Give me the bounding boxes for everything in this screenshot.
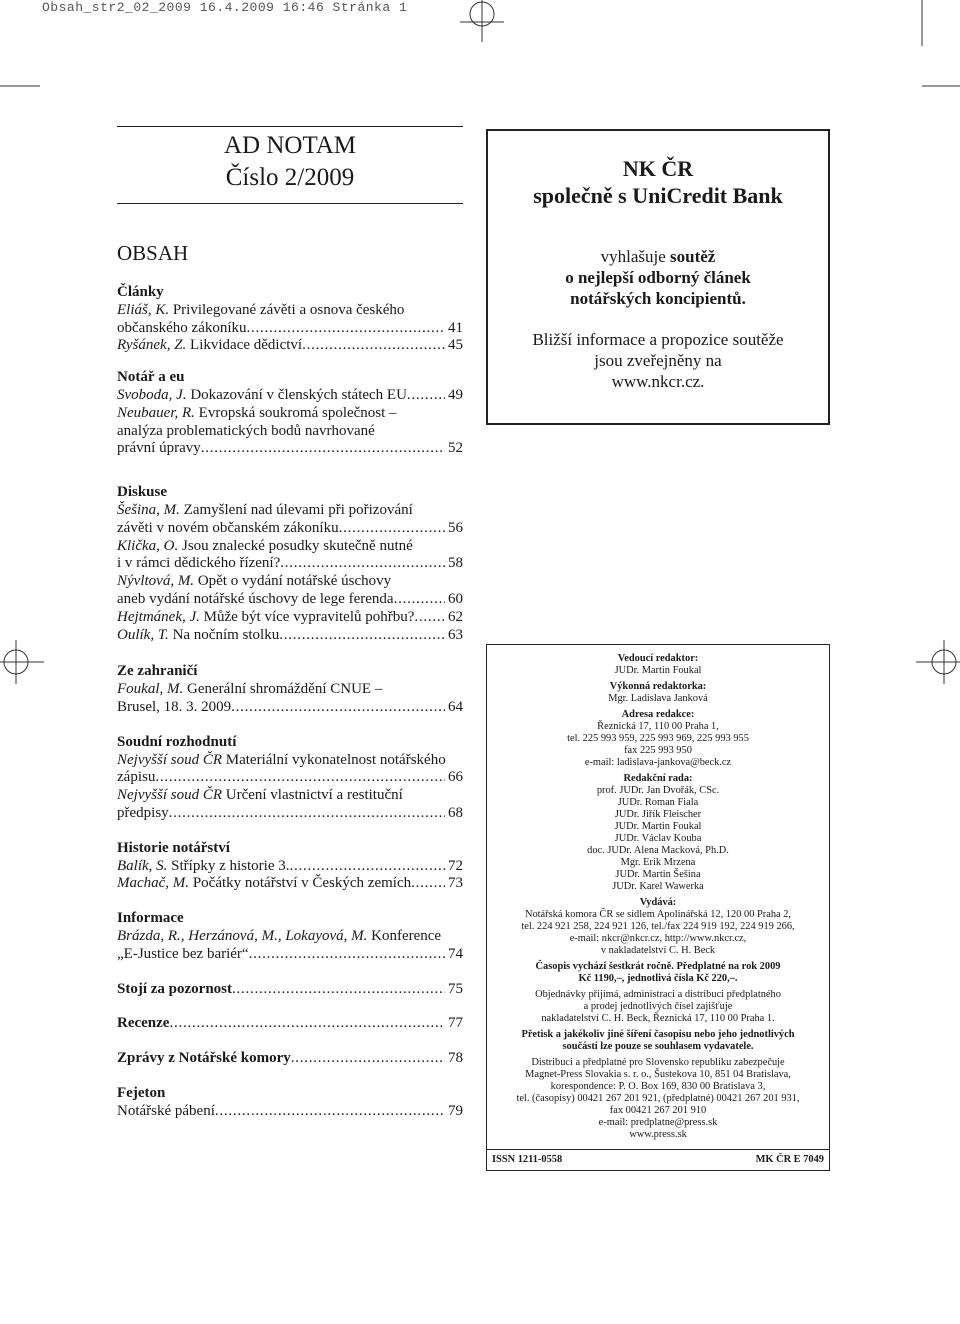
mk-registration: MK ČR E 7049 [755, 1154, 824, 1165]
page-header: Obsah_str2_02_2009 16.4.2009 16:46 Stránka 1 [42, 0, 408, 15]
crop-mark-left [0, 640, 44, 684]
crop-mark-top [460, 0, 504, 44]
toc-entry: Hejtmánek, J. Může být více vypravitelů pohřbu? . . . 62 [117, 609, 463, 627]
contents-heading: OBSAH [117, 241, 189, 265]
page-number: 58 [448, 555, 463, 572]
page-number: 41 [448, 319, 463, 336]
toc-entry: Zprávy z Notářské komory . . . 78 [117, 1050, 463, 1068]
toc-entry: Neubauer, R. Evropská soukromá společnost – [117, 404, 397, 421]
toc-entry-cont: občanského zákoníku . . . 41 [117, 320, 463, 338]
toc-entry: Nývltová, M. Opět o vydání notářské úschovy [117, 573, 392, 590]
page-number: 60 [448, 590, 463, 607]
section-heading: Diskuse [117, 484, 168, 501]
contest-box [486, 129, 830, 425]
page-number: 63 [448, 626, 463, 643]
title-rule-top [117, 126, 463, 127]
editorial-board: prof. JUDr. Jan Dvořák, CSc. JUDr. Roman Fiala JUDr. Jiřík Fleischer JUDr. Martin Foukal JUDr. Václav Kouba doc. JUDr. Alena Macková, Ph.D. Mgr. Erik Mrzena JUDr. Martin Šešina JUDr. Karel Wawerka [587, 785, 729, 892]
toc-entry: Machač, M. Počátky notářství v Českých zemích . . . 73 [117, 875, 463, 893]
crop-mark-corner-tr [916, 0, 960, 90]
toc-entry-cont: závěti v novém občanském zákoníku . . . 56 [117, 520, 463, 538]
title-line-1: AD NOTAM [223, 132, 357, 159]
page-number: 66 [448, 769, 463, 786]
section-heading: Fejeton [117, 1084, 166, 1101]
page-number: 49 [448, 386, 463, 403]
section-heading: Notář a eu [117, 369, 185, 386]
issn: ISSN 1211-0558 [492, 1154, 563, 1165]
section-heading: Informace [117, 910, 184, 927]
toc-entry-cont: zápisu . . . 66 [117, 769, 463, 787]
toc-entry: Notářské pábení . . . 79 [117, 1103, 463, 1121]
page-number: 52 [448, 440, 463, 457]
page-number: 56 [448, 519, 463, 536]
toc-entry-cont: analýza problematických bodů navrhované [117, 422, 375, 439]
section-heading: Ze zahraničí [117, 663, 198, 680]
title-line-2: Číslo 2/2009 [225, 164, 355, 191]
page-number: 77 [448, 1015, 463, 1032]
toc-entry: Klička, O. Jsou znalecké posudky skutečně nutné [117, 537, 413, 554]
toc-entry: Balík, S. Střípky z historie 3. . . . 72 [117, 858, 463, 876]
toc-entry: Oulík, T. Na nočním stolku . . . 63 [117, 627, 463, 645]
toc-entry-cont: právní úpravy . . . 52 [117, 440, 463, 458]
impressum-box: Vedoucí redaktor: JUDr. Martin Foukal Výkonná redaktorka: Mgr. Ladislava Janková Adresa redakce: Řeznická 17, 110 00 Praha 1, tel. 225 993 959, 225 993 969, 225 993 955 fax 225 993 950 e-mail: ladislava-jankova@beck.cz Redakční rada: prof. JUDr. Jan Dvořák, CSc. JUDr. Roman Fiala JUDr. Jiřík Fleischer JUDr. Martin Foukal JUDr. Václav Kouba doc. JUDr. Alena Macková, Ph.D. Mgr. Erik Mrzena JUDr. Martin Šešina JUDr. Karel Wawerka Vydává: Notářská komora ČR se sídlem Apolinářská 12, 120 00 Praha 2, tel. 224 921 258, 224 921 126, tel./fax 224 919 192, 224 919 266, e-mail: nkcr@nkcr.cz, http://www.nkcr.cz, v nakladatelství C. H. Beck Časopis vychází šestkrát ročně. Předplatné na rok 2009 Kč 1190,–, jednotlivá čísla Kč 220,–. Objednávky přijímá, administraci a distribuci předplatného a prodej jednotlivých čísel zajišťuje nakladatelství C. H. Beck, Řeznická 17, 110 00 Praha 1. Přetisk a jakékoliv jiné šíření časopisu nebo jeho jednotlivých součástí lze pouze se souhlasem vydavatele. Distribuci a předplatné pro Slovensko republiku zabezpečuje Magnet-Press Slovakia s. r. o., Šustekova 10, 851 04 Bratislava, korespondence: P. O. Box 169, 830 00 Bratislava 3, tel. (časopisy) 00421 267 201 921, (předplatné) 00421 267 201 931, fax 00421 267 201 910 e-mail: predplatne@press.sk www.press.sk ISSN 1211-0558 MK ČR E 7049 [486, 644, 830, 1171]
toc-entry-cont: předpisy . . . 68 [117, 805, 463, 823]
toc-entry: Foukal, M. Generální shromáždění CNUE – [117, 681, 383, 698]
crop-mark-corner-tl [0, 0, 44, 90]
page-number: 68 [448, 804, 463, 821]
section-heading: Články [117, 284, 164, 300]
table-of-contents [117, 284, 463, 1120]
toc-entry: Svoboda, J. Dokazování v členských státech EU . . . 49 [117, 387, 463, 405]
page-number: 62 [448, 608, 463, 625]
toc-entry: Ryšánek, Z. Likvidace dědictví . . . 45 [117, 337, 463, 355]
toc-entry: Nejvyšší soud ČR Materiální vykonatelnost notářského [117, 751, 446, 768]
contest-title: NK ČR společně s UniCredit Bank [533, 156, 783, 208]
page-number: 79 [448, 1102, 463, 1119]
section-heading: Soudní rozhodnutí [117, 733, 237, 750]
magazine-title [117, 130, 463, 194]
page-number: 74 [448, 945, 463, 962]
toc-entry: Eliáš, K. Privilegované závěti a osnova českého [117, 301, 405, 318]
title-rule-bottom [117, 203, 463, 204]
page-number: 75 [448, 980, 463, 997]
page-number: 72 [448, 857, 463, 874]
toc-entry-cont: Brusel, 18. 3. 2009 . . . 64 [117, 699, 463, 717]
crop-mark-right [916, 640, 960, 684]
toc-entry: Šešina, M. Zamyšlení nad úlevami při pořizování [117, 501, 413, 518]
toc-entry: Nejvyšší soud ČR Určení vlastnictví a restituční [117, 787, 403, 804]
impressum-footer [487, 1149, 829, 1170]
page-number: 45 [448, 337, 463, 354]
toc-entry-cont: aneb vydání notářské úschovy de lege ferenda . . . 60 [117, 591, 463, 609]
contest-info: Bližší informace a propozice soutěže jsou zveřejněny na www.nkcr.cz. [532, 330, 784, 391]
toc-entry: Brázda, R., Herzánová, M., Lokayová, M. Konference [117, 927, 442, 944]
toc-entry: Recenze . . . 77 [117, 1015, 463, 1033]
toc-entry-cont: i v rámci dědického řízení? . . . 58 [117, 555, 463, 573]
toc-entry-cont: „E-Justice bez bariér“ . . . 74 [117, 946, 463, 964]
toc-entry: Stojí za pozornost . . . 75 [117, 981, 463, 999]
page-number: 78 [448, 1050, 463, 1067]
page-number: 73 [448, 875, 463, 892]
page-number: 64 [448, 698, 463, 715]
contest-announcement: vyhlašuje soutěž o nejlepší odborný článek notářských koncipientů. [565, 247, 751, 308]
section-heading: Historie notářství [117, 839, 230, 856]
